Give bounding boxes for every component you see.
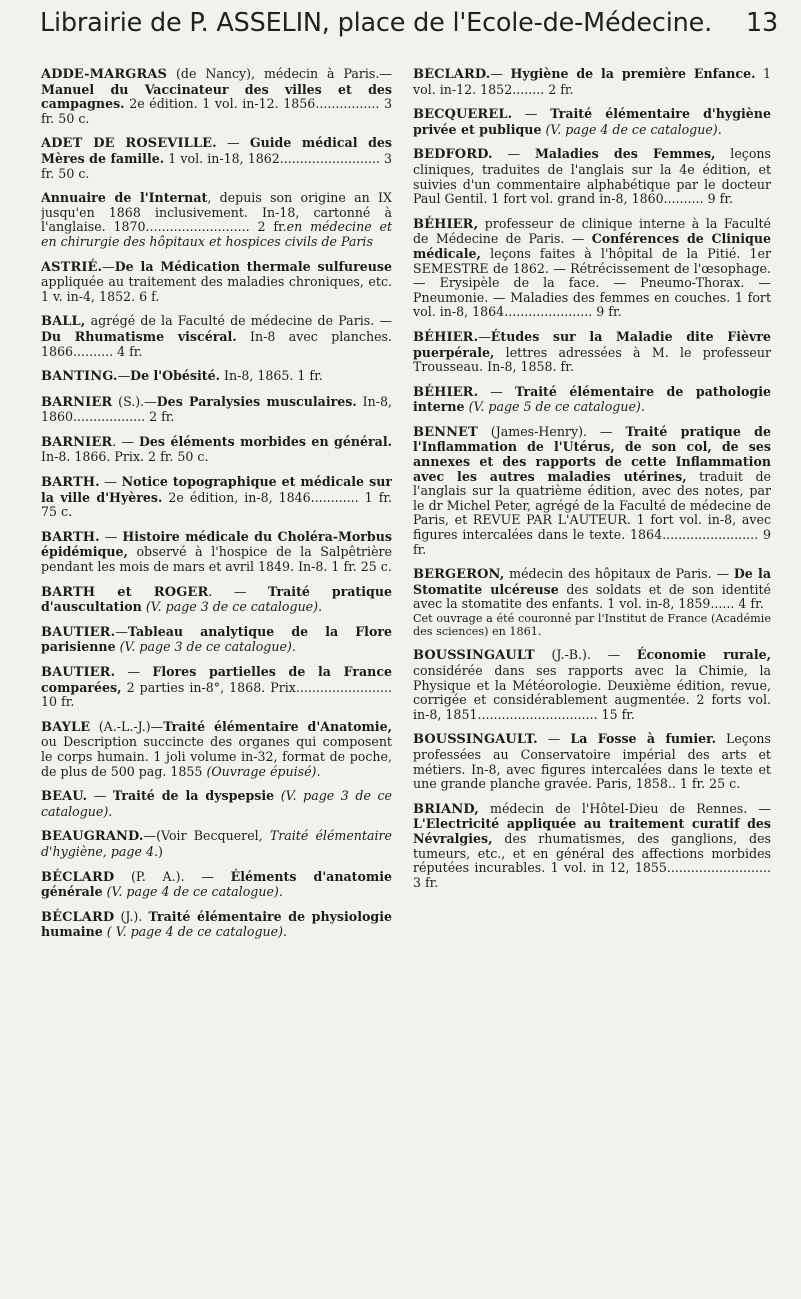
- entry-text: —: [512, 106, 551, 122]
- entry-text: des soldats et de son identité avec la stomatite des enfants. 1 vol. in-8, 1859...... 4 fr.: [413, 581, 771, 612]
- entry-text: In-8 avec planches. 1866.......... 4 fr.: [41, 328, 392, 359]
- entry-text: . —: [112, 433, 139, 449]
- catalogue-entry: [41, 720, 392, 779]
- book-title: Maladies des Femmes,: [534, 146, 716, 162]
- book-title: Études sur la Maladie dite Fièvre puerpérale,: [413, 328, 771, 360]
- catalogue-entry: [413, 67, 771, 97]
- entry-text: —: [99, 474, 122, 490]
- book-title: Manuel du Vaccinateur des villes et des campagnes.: [41, 81, 392, 112]
- entry-text: In-8, 1865. 1 fr.: [220, 368, 323, 384]
- entry-text: [274, 788, 281, 803]
- book-title: Économie rurale,: [636, 647, 771, 663]
- italic-reference: (Ouvrage épuisé): [206, 763, 317, 779]
- entry-text: , depuis son origine an IX jusqu'en 1868 inclusivement. In-18, cartonné à l'anglaise. 1870.......................... 2 fr.: [41, 190, 392, 235]
- entry-text: considérée dans ses rapports avec la Chimie, la Physique et la Météorologie. Deuxième édition, revue, corrigée et considérablement augmentée. 2 forts vol. in-8, 1851.............................. 15 fr.: [413, 663, 771, 722]
- catalogue-entry: [41, 435, 392, 465]
- entry-text: .: [291, 639, 296, 655]
- entry-text: (J.).: [114, 908, 149, 924]
- entry-text: leçons faites à l'hôpital de la Pitié. 1er SEMESTRE de 1862. — Rétrécissement de l'œsophage. — Erysipèle de la face. — Pneumo-Thorax. — Pneumonie. — Maladies des femmes en couches. 1 fort vol. in-8, 1864...................... 9 fr.: [413, 245, 771, 320]
- book-title: Conférences de Clinique médicale,: [413, 231, 771, 261]
- book-title: Annuaire de l'Internat: [41, 190, 208, 206]
- author-name: ADDE-MARGRAS: [41, 67, 168, 82]
- book-title: Hygiène de la première Enfance.: [510, 67, 756, 81]
- catalogue-entry: [41, 136, 392, 181]
- entry-text: 2e édition. 1 vol. in-12. 1856................ 3 fr. 50 c.: [41, 96, 392, 126]
- author-name: ADET DE ROSEVILLE.: [41, 136, 217, 152]
- page-header: [40, 8, 778, 48]
- catalogue-entry: [41, 585, 392, 615]
- catalogue-entry: [413, 648, 771, 722]
- author-name: BRIAND,: [413, 801, 479, 817]
- catalogue-entry: [413, 802, 771, 891]
- italic-reference: (V. page 3 de ce catalogue): [145, 599, 319, 615]
- entry-text: —: [478, 383, 516, 399]
- author-name: BEDFORD.: [413, 147, 493, 163]
- catalogue-entry: [41, 910, 392, 940]
- catalogue-entry: [413, 330, 771, 375]
- book-title: De l'Obésité.: [130, 368, 220, 384]
- book-title: Traité pratique d'auscultation: [41, 583, 392, 615]
- entry-text: .: [640, 399, 645, 415]
- book-title: Tableau analytique de la Flore parisienne: [41, 623, 392, 655]
- catalogue-entry: [413, 107, 771, 137]
- entry-text: —: [490, 67, 511, 81]
- entry-text: .: [278, 884, 283, 900]
- entry-text: —: [216, 135, 250, 151]
- entry-text: appliquée au traitement des maladies chroniques, etc. 1 v. in-4, 1852. 6 f.: [41, 274, 392, 304]
- catalogue-entry: [41, 395, 392, 425]
- italic-reference: , Traité élémentaire d'hygiène, page 4: [41, 828, 392, 859]
- entry-text: 2e édition, in-8, 1846............ 1 fr. 75 c.: [41, 489, 392, 520]
- entry-text: —: [115, 664, 153, 679]
- entry-text: —: [115, 623, 128, 639]
- catalogue-entry: [413, 385, 771, 415]
- author-name: BÉCLARD: [41, 909, 115, 925]
- book-title: Traité de la dyspepsie: [112, 788, 275, 804]
- author-name: BAUTIER.: [41, 624, 116, 640]
- book-title: Traité élémentaire d'Anatomie,: [163, 718, 392, 734]
- italic-reference: (V. page 3 de ce catalogue): [41, 788, 392, 819]
- running-title: Librairie de P. ASSELIN, place de l'Ecole-de-Médecine.: [40, 8, 712, 38]
- entry-text: .: [283, 924, 288, 940]
- entry-text: professeur de clinique interne à la Faculté de Médecine de Paris. —: [413, 215, 771, 247]
- book-title: Traité élémentaire d'hygiène privée et publique: [413, 106, 771, 137]
- catalogue-entry: [41, 789, 392, 819]
- book-title: Guide médical des Mères de famille.: [41, 135, 392, 166]
- catalogue-entry: [41, 475, 392, 520]
- catalogue-entry: [413, 425, 771, 557]
- catalogue-entry: [41, 369, 392, 385]
- catalogue-entry: [41, 870, 392, 900]
- author-name: BARTH.: [41, 529, 100, 545]
- entry-text: —: [492, 146, 535, 162]
- book-title: La Fosse à fumier.: [570, 731, 716, 747]
- italic-reference: (V. page 4 de ce catalogue): [106, 884, 279, 900]
- entry-text: In-8, 1860.................. 2 fr.: [41, 393, 392, 425]
- entry-text: (S.).—: [112, 393, 157, 409]
- italic-reference: (V. page 5 de ce catalogue): [468, 399, 641, 415]
- catalogue-entry: [41, 625, 392, 655]
- person-name: Paul Gentil: [413, 191, 484, 207]
- entry-text: médecin des hôpitaux de Paris. —: [504, 566, 734, 582]
- book-title: De la Médication thermale sulfureuse: [114, 258, 392, 274]
- entry-text: .: [108, 803, 113, 819]
- entry-text: —: [102, 258, 115, 274]
- catalogue-entry: [41, 829, 392, 859]
- catalogue-entry: [41, 191, 392, 249]
- book-title: Histoire médicale du Choléra-Morbus épidémique,: [41, 528, 392, 560]
- author-name: BEAU.: [41, 789, 88, 805]
- catalogue-entry: [41, 260, 392, 305]
- italic-reference: en médecine et en chirurgie des hôpitaux et hospices civils de Paris: [41, 219, 392, 249]
- entry-text: ou Description succincte des organes qui composent le corps humain. 1 joli volume in-32, format de poche, de plus de 500 pag. 1855: [41, 734, 392, 779]
- author-name: BÉHIER,: [413, 216, 479, 232]
- catalogue-entry: [413, 732, 771, 791]
- right-column: [413, 67, 771, 1285]
- entry-text: 1 vol. in-12. 1852........ 2 fr.: [413, 67, 771, 97]
- book-title: Traité élémentaire de physiologie humaine: [41, 908, 392, 940]
- entry-text: agrégé de la Faculté de médecine de Paris. —: [85, 313, 392, 329]
- catalogue-entry: [41, 530, 392, 575]
- author-name: BAYLE: [41, 719, 91, 735]
- catalogue-entry: [413, 567, 771, 638]
- author-name: BOUSSINGAULT.: [413, 732, 538, 748]
- author-name: BAUTIER.: [41, 665, 116, 680]
- catalogue-entry: [413, 147, 771, 206]
- book-title: Du Rhumatisme viscéral.: [41, 328, 237, 344]
- author-name: BARTH et ROGER: [41, 584, 209, 600]
- author-name: BEAUGRAND.: [41, 829, 144, 845]
- author-name: BÉCLARD.: [413, 67, 491, 82]
- person-name: Michel Peter: [446, 497, 527, 513]
- entry-text: —: [99, 528, 123, 544]
- entry-text: .: [318, 599, 323, 615]
- entry-text: . 1 fort vol. grand in-8, 1860.......... 9 fr.: [483, 191, 733, 207]
- entry-text: —: [87, 788, 113, 804]
- entry-text: 1 vol. in-18, 1862......................... 3 fr. 50 c.: [41, 150, 392, 181]
- entry-text: —(Voir: [143, 828, 194, 844]
- entry-text: (A.-L.-J.)—: [90, 718, 164, 734]
- book-title: Traité pratique de l'Inflammation de l'Utérus, de son col, de ses annexes et des rapports de cette Inflammation avec les autres maladies utérines,: [413, 423, 771, 484]
- entry-text: .: [316, 763, 321, 779]
- author-name: ASTRIÉ.: [41, 259, 103, 275]
- author-name: BERGERON,: [413, 567, 505, 583]
- entry-text: . —: [208, 583, 269, 599]
- book-title: Traité élémentaire de pathologie interne: [413, 383, 771, 415]
- entry-text: —: [478, 328, 491, 344]
- author-name: BENNET: [413, 424, 478, 440]
- catalogue-entry: [41, 314, 392, 359]
- catalogue-entry: [41, 665, 392, 710]
- book-title: Des éléments morbides en général.: [139, 433, 392, 449]
- entry-text: .): [153, 843, 163, 859]
- entry-text: (James-Henry). —: [477, 423, 626, 439]
- entry-text: —: [117, 368, 131, 384]
- book-title: L'Electricité appliquée au traitement curatif des Névralgies,: [413, 816, 771, 846]
- entry-text: .: [717, 121, 722, 137]
- italic-reference: (V. page 3 de ce catalogue): [119, 639, 292, 655]
- author-name: BARTH.: [41, 475, 100, 491]
- entry-text: médecin de l'Hôtel-Dieu de Rennes. —: [478, 800, 771, 816]
- book-title: De la Stomatite ulcéreuse: [413, 566, 771, 597]
- book-title: Notice topographique et médicale sur la ville d'Hyères.: [41, 474, 392, 505]
- catalogue-entry: [413, 217, 771, 320]
- left-column: [41, 67, 392, 1285]
- author-name: BALL,: [41, 314, 86, 330]
- author-name: BÉCLARD: [41, 869, 115, 885]
- page-number: 13: [745, 8, 778, 38]
- author-name: BÉHIER.: [413, 329, 479, 345]
- author-name: BANTING.: [41, 369, 118, 385]
- entry-text: leçons cliniques, traduites de l'anglais sur la 4e édition, et suivies d'un commentaire alphabétique par le docteur: [413, 146, 771, 192]
- entry-text: —: [537, 731, 571, 747]
- entry-text: In-8. 1866. Prix. 2 fr. 50 c.: [41, 449, 209, 465]
- book-title: Flores partielles de la France comparées,: [41, 664, 392, 695]
- italic-reference: ( V. page 4 de ce catalogue): [106, 924, 284, 940]
- author-name: BOUSSINGAULT: [413, 648, 535, 664]
- author-name: BÉHIER.: [413, 384, 479, 400]
- entry-note: Cet ouvrage a été couronné par l'Institut de France (Académie des sciences) en 1861.: [413, 612, 771, 639]
- catalogue-entry: [41, 67, 392, 126]
- book-title: Des Paralysies musculaires.: [156, 393, 357, 409]
- entry-text: (P. A.). —: [114, 868, 231, 884]
- entry-text: observé à l'hospice de la Salpêtrière pendant les mois de mars et avril 1849. In-8. 1 fr. 25 c.: [41, 544, 392, 575]
- entry-text: Leçons professées au Conservatoire impérial des arts et métiers. In-8, avec figures intercalées dans le texte et une grande planche gravée. Paris, 1858.. 1 fr. 25 c.: [413, 731, 771, 792]
- author-name: BARNIER: [41, 394, 113, 410]
- entry-text: (J.-B.). —: [534, 647, 637, 663]
- author-name: BARNIER: [41, 434, 113, 450]
- entry-text: (de Nancy), médecin à Paris.—: [167, 67, 392, 81]
- entry-text: 2 parties in-8°, 1868. Prix........................ 10 fr.: [41, 679, 392, 710]
- entry-text: , agrégé de la Faculté de médecine de Paris, et REVUE PAR L'AUTEUR. 1 fort vol. in-8, avec figures intercalées dans le texte. 1864........................ 9 fr.: [413, 497, 771, 557]
- person-name: Becquerel: [193, 828, 259, 844]
- italic-reference: (V. page 4 de ce catalogue): [545, 121, 718, 137]
- author-name: BECQUEREL.: [413, 107, 513, 123]
- entry-text: des rhumatismes, des ganglions, des tumeurs, etc., et en général des affections morbides réputées incurables. 1 vol. in 12, 1855.......................... 3 fr.: [413, 830, 771, 890]
- entry-text: traduit de l'anglais sur la quatrième édition, avec des notes, par le dr: [413, 468, 771, 513]
- book-title: Éléments d'anatomie générale: [41, 868, 392, 900]
- entry-text: lettres adressées à M. le professeur Trousseau. In-8, 1858. fr.: [413, 344, 771, 375]
